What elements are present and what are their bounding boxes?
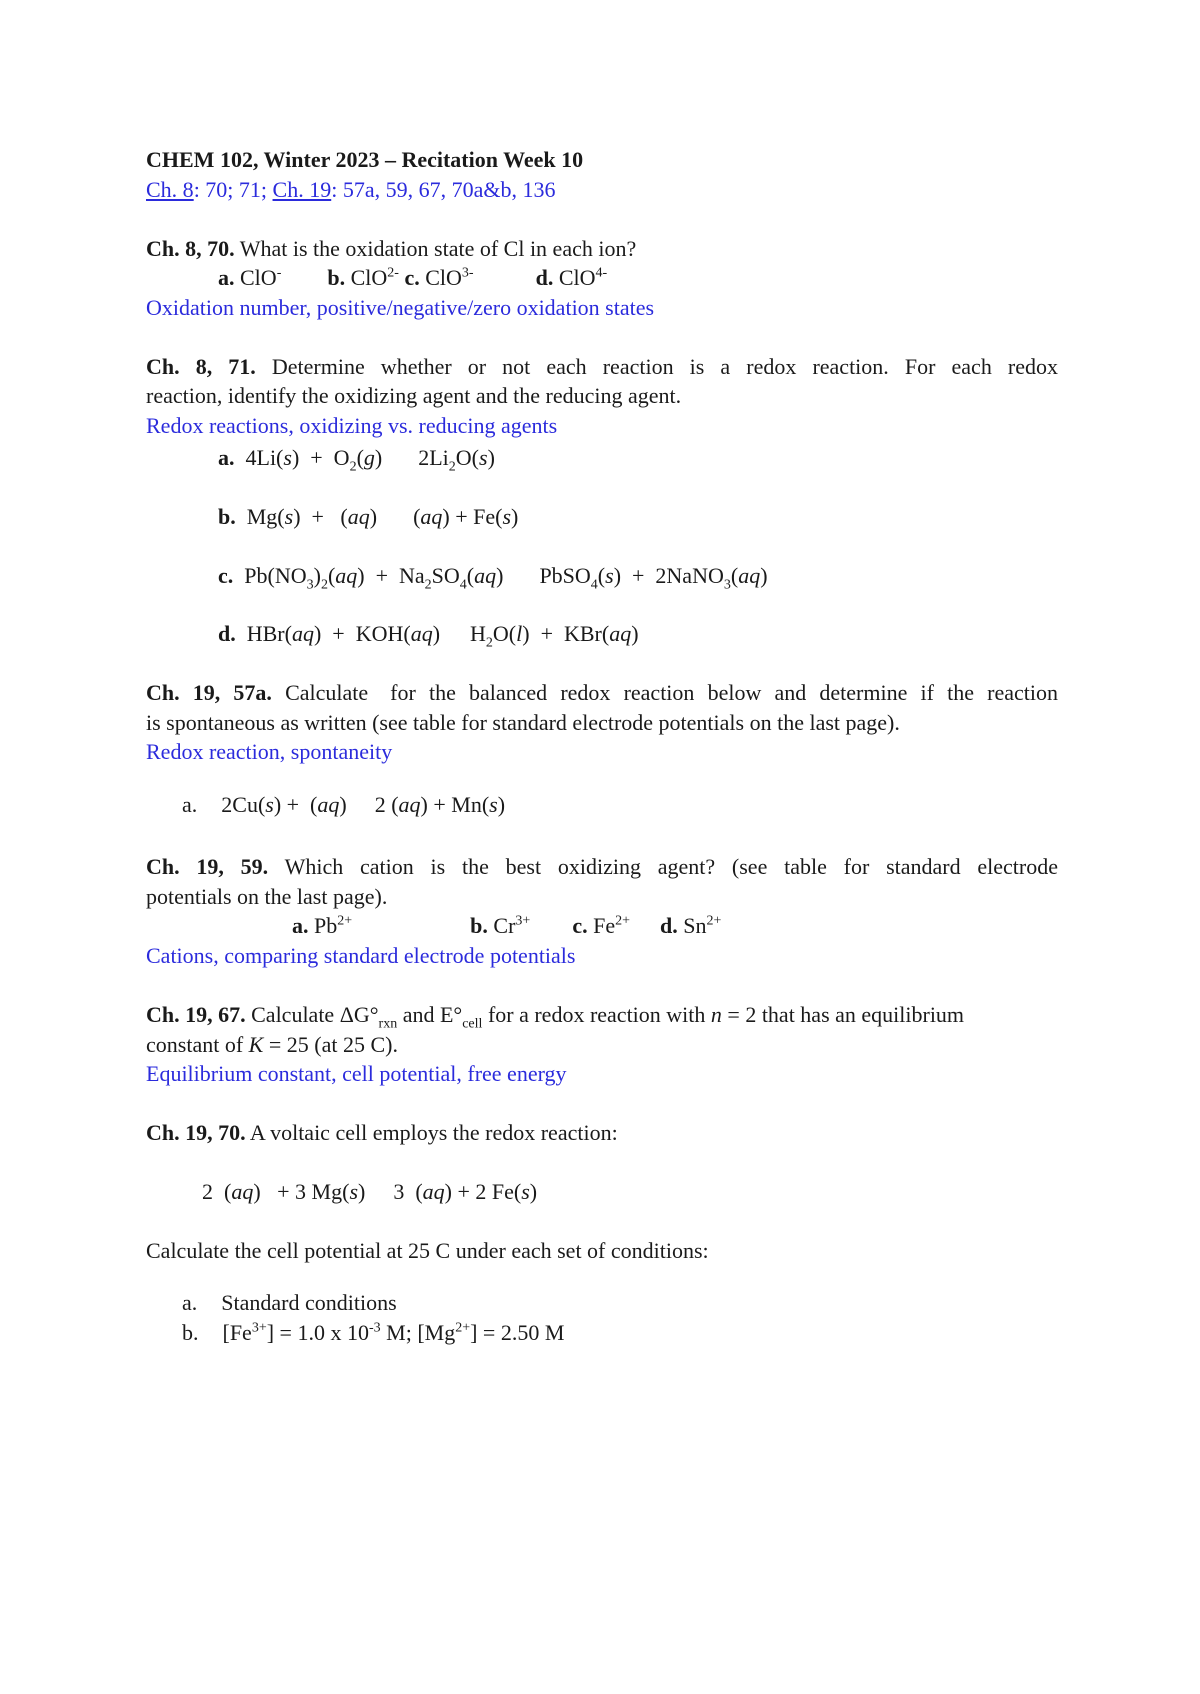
- q2-topic: Redox reactions, oxidizing vs. reducing agents: [146, 413, 558, 438]
- q1-d-base: ClO: [558, 265, 596, 290]
- q6-prompt: [146, 1119, 618, 1147]
- q1-prompt: [146, 235, 636, 263]
- q4-a-base: Pb: [314, 913, 338, 938]
- q6-b-sup1: 3+: [251, 1320, 267, 1336]
- q3-topic: Redox reaction, spontaneity: [146, 739, 393, 764]
- q5-t1: Calculate ΔG°: [245, 1002, 379, 1027]
- q6-b-label: b.: [182, 1320, 199, 1345]
- q4-d-label: d.: [659, 913, 678, 938]
- q2-prompt-line2: reaction, identify the oxidizing agent and the reducing agent.: [146, 383, 682, 408]
- q1-b-sup: 2-: [387, 265, 399, 281]
- q1-a-sup: -: [276, 265, 282, 281]
- q6-b-sup3: 2+: [455, 1320, 471, 1336]
- q6-text: A voltaic cell employs the redox reaction:: [245, 1120, 618, 1145]
- problem-list: [146, 176, 555, 204]
- q4-b-label: b.: [470, 913, 488, 938]
- q2-line1: Determine whether or not each reaction is a redox reaction. For each redox: [255, 354, 1058, 379]
- q1-topic: Oxidation number, positive/negative/zero oxidation states: [146, 295, 655, 320]
- ch8-link[interactable]: Ch. 8: [146, 177, 194, 202]
- ch8-problems: : 70; 71;: [193, 177, 273, 202]
- q4-b-sup: 3+: [515, 913, 531, 929]
- q1-b-base: ClO: [350, 265, 388, 290]
- ch19-problems: : 57a, 59, 67, 70a&b, 136: [331, 177, 556, 202]
- q4-a-label: a.: [292, 913, 309, 938]
- q2-label: Ch. 8, 71.: [146, 354, 256, 379]
- q6-reaction: 2 (aq) + 3 Mg(s) 3 (aq) + 2 Fe(s): [202, 1179, 538, 1204]
- q1-options: [218, 264, 607, 292]
- q5-t2-sub: cell: [462, 1016, 483, 1032]
- q2-d-label: d.: [218, 621, 236, 646]
- q4-a-sup: 2+: [337, 913, 353, 929]
- q4-topic: Cations, comparing standard electrode potentials: [146, 943, 576, 968]
- q5-label: Ch. 19, 67.: [146, 1002, 246, 1027]
- page-title: CHEM 102, Winter 2023 – Recitation Week 10: [146, 147, 584, 172]
- q3-label: Ch. 19, 57a.: [146, 680, 272, 705]
- q1-c-base: ClO: [425, 265, 462, 290]
- q6-label: Ch. 19, 70.: [146, 1120, 246, 1145]
- q2-a-label: a.: [218, 445, 235, 470]
- q5-prompt-line2: [146, 1031, 398, 1059]
- q2-reaction-d: d. HBr(aq) + KOH(aq) $H_2O(l) + KBr(aq)$: [218, 621, 639, 651]
- q2-c-label: c.: [218, 563, 234, 588]
- q5-line2b: = 25 (at 25 C).: [263, 1032, 398, 1057]
- q6-a-label: a.: [182, 1290, 198, 1315]
- q1-c-label: c.: [404, 265, 420, 290]
- q4-c-sup: 2+: [615, 913, 630, 929]
- q1-label: Ch. 8, 70.: [146, 236, 235, 261]
- q1-c-sup: 3-: [461, 265, 474, 281]
- q4-c-base: Fe: [593, 913, 616, 938]
- q6-b-sup2: -3: [368, 1320, 381, 1336]
- q5-topic: Equilibrium constant, cell potential, free energy: [146, 1061, 567, 1086]
- q5-line2a: constant of: [146, 1032, 249, 1057]
- q3-line1b: for the balanced redox reaction below and determine if the reaction: [390, 680, 1058, 705]
- q5-t1-sub: rxn: [378, 1016, 398, 1032]
- q4-prompt-line2: potentials on the last page).: [146, 884, 388, 909]
- q6-a-text: Standard conditions: [221, 1290, 397, 1315]
- q4-c-label: c.: [572, 913, 588, 938]
- q6-b-t2: ] = 1.0 x 10: [266, 1320, 369, 1345]
- q4-d-base: Sn: [683, 913, 707, 938]
- ch19-link[interactable]: Ch. 19: [272, 177, 332, 202]
- q1-a-label: a.: [218, 265, 235, 290]
- q2-reaction-a: a. $4Li(s) + O_2(g)$ $2Li_2O(s)$: [218, 445, 495, 475]
- q6-conditions: Calculate the cell potential at 25 C under each set of conditions:: [146, 1238, 709, 1263]
- q6-b-t4: ] = 2.50 M: [470, 1320, 565, 1345]
- q1-b-label: b.: [327, 265, 346, 290]
- q4-label: Ch. 19, 59.: [146, 854, 269, 879]
- q1-d-sup: 4-: [595, 265, 608, 281]
- q3-reaction-a: a. 2Cu(s) + (aq) 2 (aq) + Mn(s): [182, 792, 506, 817]
- q3-line1a: Calculate: [271, 680, 369, 705]
- q3-prompt-line1: [146, 679, 1058, 707]
- q1-d-label: d.: [535, 265, 554, 290]
- q6-b-t1: [Fe: [222, 1320, 252, 1345]
- q2-prompt-line1: [146, 353, 1058, 381]
- q2-reaction-b: b. Mg(s) + (aq) (aq) + Fe(s): [218, 504, 519, 529]
- q5-k-var: K: [248, 1032, 264, 1057]
- q4-d-sup: 2+: [706, 913, 722, 929]
- q3-prompt-line2: is spontaneous as written (see table for standard electrode potentials on the last page).: [146, 710, 900, 735]
- q4-prompt-line1: [146, 853, 1058, 881]
- q5-n-var: n: [710, 1002, 722, 1027]
- q2-b-label: b.: [218, 504, 236, 529]
- q5-t4: = 2 that has an equilibrium: [721, 1002, 965, 1027]
- q5-prompt-line1: [146, 1001, 965, 1032]
- q3-a-label: a.: [182, 792, 198, 817]
- q6-condition-b: [182, 1319, 564, 1347]
- q5-t3: for a redox reaction with: [482, 1002, 711, 1027]
- q5-t2: and E°: [397, 1002, 463, 1027]
- q4-options: [292, 912, 721, 940]
- q4-b-base: Cr: [493, 913, 516, 938]
- q6-b-t3: M; [Mg: [380, 1320, 456, 1345]
- q4-line1: Which cation is the best oxidizing agent? (see table for standard electrode: [268, 854, 1058, 879]
- q6-condition-a: [182, 1289, 397, 1317]
- q2-reaction-c: c. $Pb(NO_3)_2(aq) + Na_2SO_4(aq)$ PbSO$_4$(s) + 2NaNO$_3$(aq): [218, 563, 768, 593]
- q1-a-base: ClO: [240, 265, 277, 290]
- q1-text: What is the oxidation state of Cl in each ion?: [234, 236, 637, 261]
